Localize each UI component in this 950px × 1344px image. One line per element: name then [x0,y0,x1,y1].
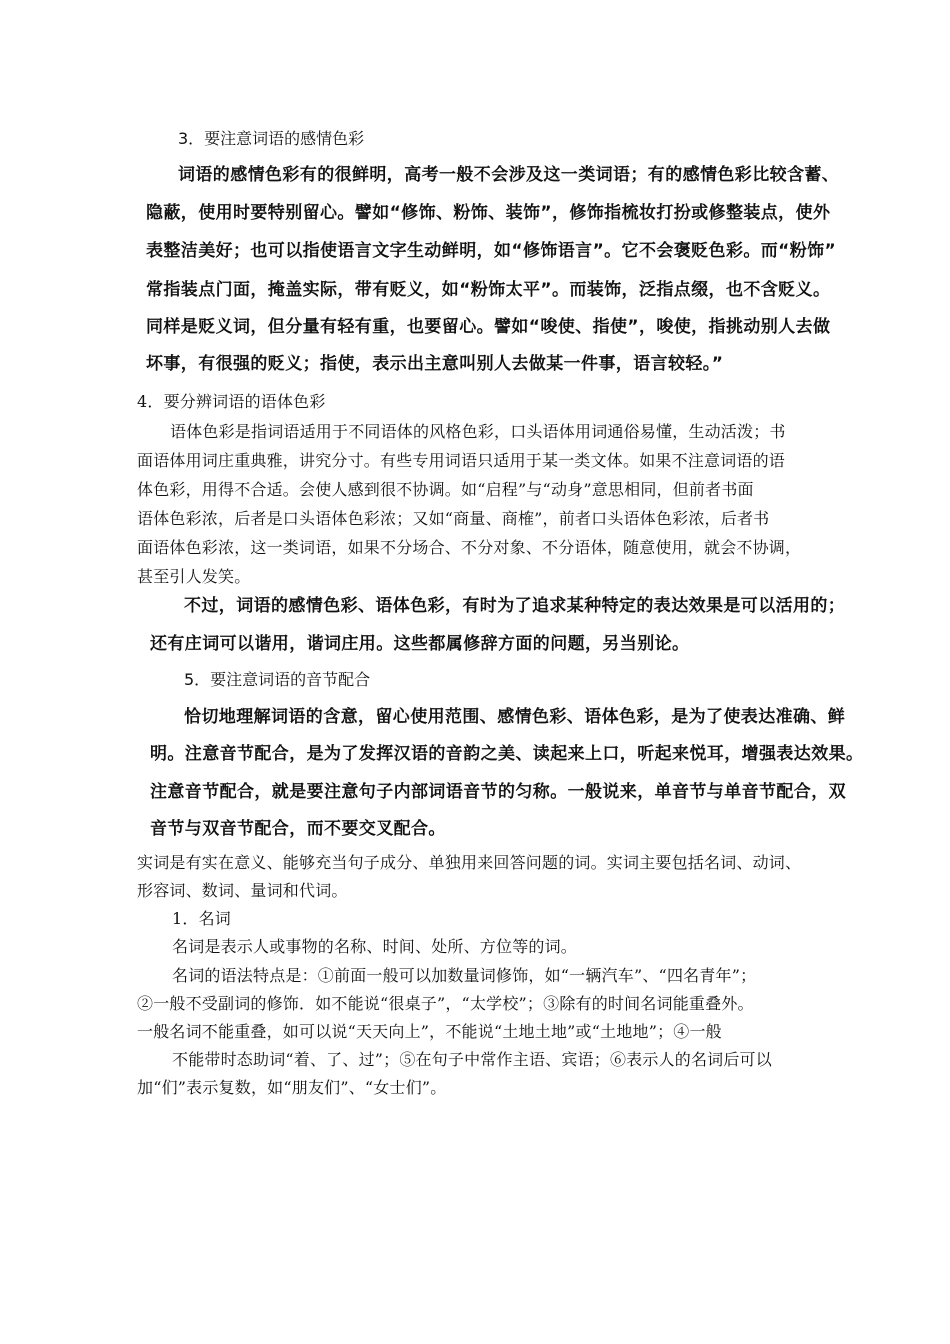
noun-definition: 名词是表示人或事物的名称、时间、处所、方位等的词。 [172,937,578,956]
section5-line-1: 恰切地理解词语的含意，留心使用范围、感情色彩、语体色彩，是为了使表达准确、鲜 [184,707,846,727]
section4-line-3: 体色彩，用得不合适。会使人感到很不协调。如“启程”与“动身”意思相同，但前者书面 [137,480,754,499]
section4-heading: 4．要分辨词语的语体色彩 [137,392,326,411]
section4-line-4: 语体色彩浓，后者是口头语体色彩浓；又如“商量、商榷”，前者口头语体色彩浓，后者书 [137,509,770,528]
section4-line-2: 面语体用词庄重典雅，讲究分寸。有些专用词语只适用于某一类文体。如果不注意词语的语 [137,451,786,470]
section3-line-4: 常指装点门面，掩盖实际，带有贬义，如“粉饰太平”。而装饰，泛指点缀，也不含贬义。 [146,280,831,300]
noun-line-4: 不能带时态助词“着、了、过”；⑤在句子中常作主语、宾语；⑥表示人的名词后可以 [172,1050,772,1069]
noun-line-5: 加“们”表示复数，如“朋友们”、“女士们”。 [137,1078,447,1097]
section3-line-3: 表整洁美好；也可以指使语言文字生动鲜明，如“修饰语言”。它不会褒贬色彩。而“粉饰” [146,241,837,261]
section4-note-line-2: 还有庄词可以谐用，谐词庄用。这些都属修辞方面的问题，另当别论。 [150,634,690,654]
section3-line-1: 词语的感情色彩有的很鲜明，高考一般不会涉及这一类词语；有的感情色彩比较含蓄、 [178,165,840,185]
section3-line-5: 同样是贬义词，但分量有轻有重，也要留心。譬如“唆使、指使”，唆使，指挑动别人去做 [146,317,831,337]
noun-line-3: 一般名词不能重叠，如可以说“天天向上”，不能说“土地土地”或“土地地”；④一般 [137,1022,722,1041]
noun-line-2: ②一般不受副词的修饰．如不能说“很桌子”，“太学校”；③除有的时间名词能重叠外。 [137,994,754,1013]
section5-heading: 5．要注意词语的音节配合 [184,670,371,689]
section5-line-2: 明。注意音节配合，是为了发挥汉语的音韵之美、读起来上口，听起来悦耳，增强表达效果。 [150,744,864,764]
section4-note-line-1: 不过，词语的感情色彩、语体色彩，有时为了追求某种特定的表达效果是可以活用的； [184,596,846,616]
section4-line-6: 甚至引人发笑。 [137,567,251,586]
section3-line-2: 隐蔽，使用时要特别留心。譬如“修饰、粉饰、装饰”，修饰指梳妆打扮或修整装点，使外 [146,203,831,223]
section4-line-5: 面语体色彩浓，这一类词语，如果不分场合、不分对象、不分语体，随意使用，就会不协调， [137,538,802,557]
content-words-line-2: 形容词、数词、量词和代词。 [137,881,348,900]
section4-line-1: 语体色彩是指词语适用于不同语体的风格色彩，口头语体用词通俗易懂，生动活泼；书 [170,422,786,441]
noun-line-1: 名词的语法特点是：①前面一般可以加数量词修饰，如“一辆汽车”、“四名青年”； [172,966,757,985]
section5-line-4: 音节与双音节配合，而不要交叉配合。 [150,819,446,839]
content-words-line-1: 实词是有实在意义、能够充当句子成分、单独用来回答问题的词。实词主要包括名词、动词、 [137,853,802,872]
noun-heading: 1．名词 [172,909,231,928]
section3-line-6: 坏事，有很强的贬义；指使，表示出主意叫别人去做某一件事，语言较轻。” [146,354,724,374]
section5-line-3: 注意音节配合，就是要注意句子内部词语音节的匀称。一般说来，单音节与单音节配合，双 [150,782,846,802]
section3-heading: 3．要注意词语的感情色彩 [178,129,365,148]
